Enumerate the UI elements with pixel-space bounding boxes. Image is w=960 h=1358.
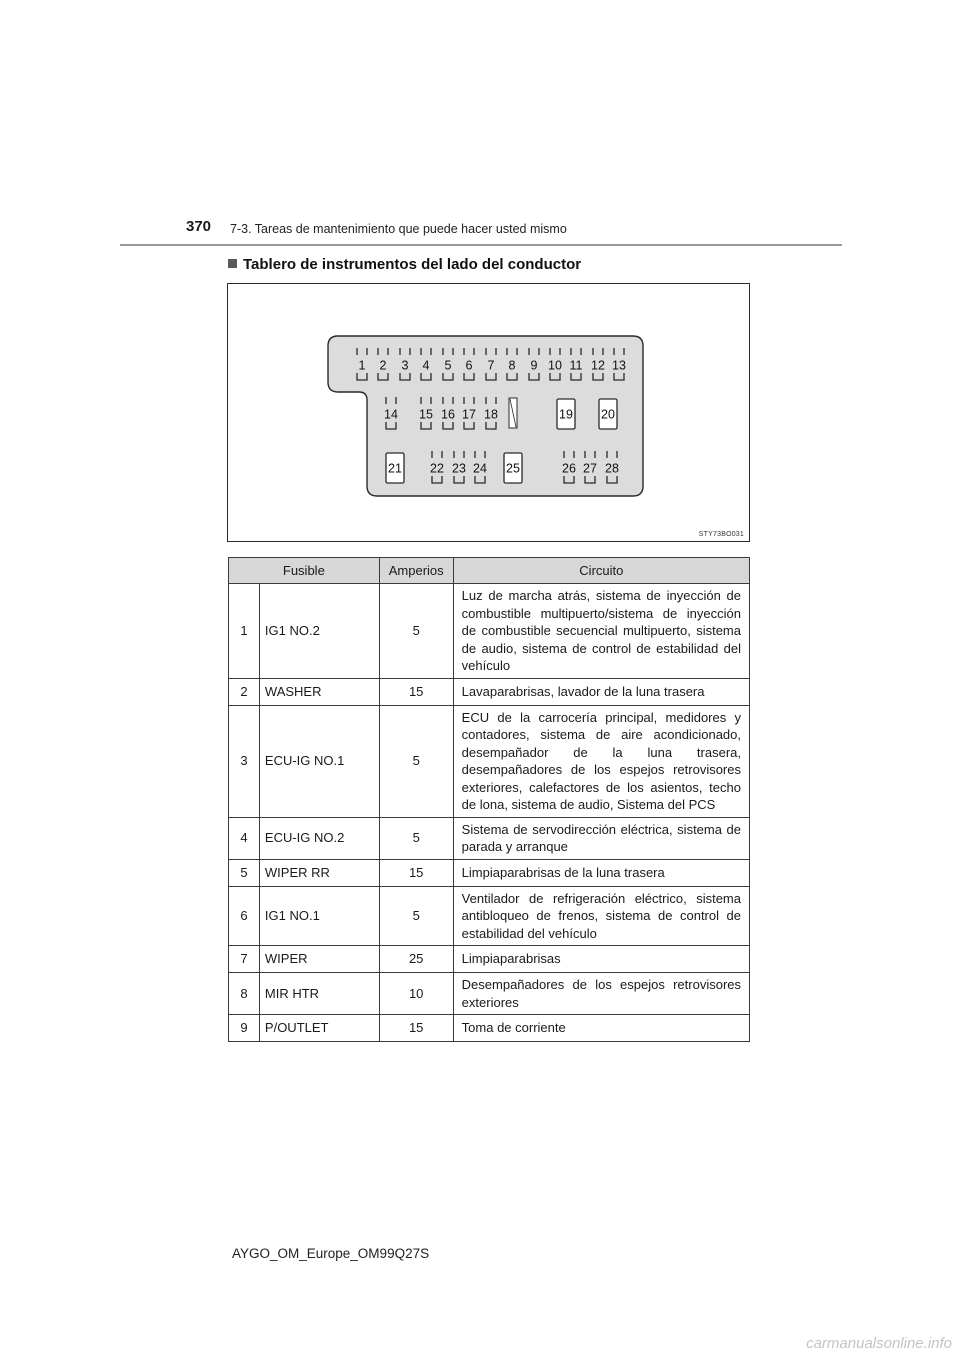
subsection-title [228, 256, 581, 273]
fuse-circuit: Ventilador de refrigeración eléctrico, sistema antibloqueo de frenos, sistema de control de estabilidad del vehículo [453, 886, 749, 946]
fuse-21 [386, 453, 404, 483]
fuse-label: 13 [612, 358, 626, 373]
fuse-25 [504, 453, 522, 483]
fuse-name: WIPER [259, 946, 379, 973]
fuse-table [228, 557, 750, 1042]
fuse-number: 7 [229, 946, 260, 973]
fuse-label: 24 [473, 461, 487, 476]
fuse-20 [599, 399, 617, 429]
watermark: carmanualsonline.info [806, 1335, 952, 1352]
table-row [229, 973, 750, 1015]
table-row [229, 859, 750, 886]
square-bullet-icon [228, 259, 237, 268]
fuse-circuit: Desempañadores de los espejos retrovisores exteriores [453, 973, 749, 1015]
fuse-circuit: Limpiaparabrisas de la luna trasera [453, 859, 749, 886]
fuse-number: 3 [229, 705, 260, 817]
fuse-label: 25 [506, 461, 520, 476]
fuse-label: 14 [384, 407, 398, 422]
fuse-label: 20 [601, 407, 615, 422]
fuse-amps: 15 [379, 859, 453, 886]
fuse-label: 21 [388, 461, 402, 476]
subsection-title-text: Tablero de instrumentos del lado del conductor [243, 256, 582, 273]
fuse-label: 9 [530, 358, 538, 373]
fuse-label: 6 [465, 358, 473, 373]
fuse-label: 22 [430, 461, 444, 476]
fuse-label: 10 [548, 358, 562, 373]
fuse-label: 27 [583, 461, 597, 476]
fuse-label: 26 [562, 461, 576, 476]
fuse-amps: 5 [379, 886, 453, 946]
fuse-name: MIR HTR [259, 973, 379, 1015]
table-row [229, 1015, 750, 1042]
fuse-19 [557, 399, 575, 429]
fuse-label: 1 [358, 358, 366, 373]
table-row [229, 584, 750, 679]
fuse-label: 16 [441, 407, 455, 422]
fuse-number: 5 [229, 859, 260, 886]
table-row [229, 886, 750, 946]
table-row [229, 678, 750, 705]
fuse-label: 4 [422, 358, 430, 373]
section-header: 7-3. Tareas de mantenimiento que puede hacer usted mismo [230, 222, 567, 236]
header-amperios: Amperios [379, 558, 453, 584]
header-divider [120, 244, 842, 246]
fuse-name: WIPER RR [259, 859, 379, 886]
fuse-label: 15 [419, 407, 433, 422]
fuse-label: 5 [444, 358, 452, 373]
header-circuito: Circuito [453, 558, 749, 584]
fuse-label: 23 [452, 461, 466, 476]
fuse-name: ECU-IG NO.1 [259, 705, 379, 817]
fuse-circuit: Limpiaparabrisas [453, 946, 749, 973]
fuse-label: 2 [379, 358, 387, 373]
fuse-label: 19 [559, 407, 573, 422]
fuse-circuit: Sistema de servodirección eléctrica, sistema de parada y arranque [453, 817, 749, 859]
page-number: 370 [186, 218, 212, 235]
fuse-amps: 15 [379, 1015, 453, 1042]
table-row [229, 817, 750, 859]
fuse-number: 2 [229, 678, 260, 705]
fuse-box-diagram [228, 284, 751, 543]
fuse-label: 17 [462, 407, 476, 422]
fuse-amps: 5 [379, 705, 453, 817]
fuse-name: IG1 NO.1 [259, 886, 379, 946]
fuse-circuit: Toma de corriente [453, 1015, 749, 1042]
fuse-circuit: Luz de marcha atrás, sistema de inyección de combustible multipuerto/sistema de inyección de combustible secuencial multipuerto, sistema de audio, sistema de control de estabilidad del vehículo [453, 584, 749, 679]
fuse-label: 7 [487, 358, 495, 373]
fuse-label: 3 [401, 358, 409, 373]
fuse-circuit: ECU de la carrocería principal, medidores y contadores, sistema de aire acondicionado, desempañador de la luna trasera, desempañadores de los espejos retrovisores exteriores, calefactores de los asientos, techo de lona, sistema de audio, Sistema del PCS [453, 705, 749, 817]
fuse-amps: 25 [379, 946, 453, 973]
fuse-label: 8 [508, 358, 516, 373]
table-header-row [229, 558, 750, 584]
header-fusible: Fusible [229, 558, 380, 584]
fuse-number: 8 [229, 973, 260, 1015]
fuse-name: WASHER [259, 678, 379, 705]
fuse-number: 9 [229, 1015, 260, 1042]
fuse-amps: 5 [379, 584, 453, 679]
fuse-number: 6 [229, 886, 260, 946]
fuse-amps: 15 [379, 678, 453, 705]
fuse-circuit: Lavaparabrisas, lavador de la luna trasera [453, 678, 749, 705]
document-code: AYGO_OM_Europe_OM99Q27S [232, 1246, 430, 1261]
fuse-name: IG1 NO.2 [259, 584, 379, 679]
fuse-amps: 10 [379, 973, 453, 1015]
fuse-number: 4 [229, 817, 260, 859]
fuse-name: ECU-IG NO.2 [259, 817, 379, 859]
fuse-box-figure [227, 283, 750, 542]
fuse-amps: 5 [379, 817, 453, 859]
fuse-label: 12 [591, 358, 605, 373]
fuse-name: P/OUTLET [259, 1015, 379, 1042]
fuse-label: 18 [484, 407, 498, 422]
figure-code: STY73BO031 [698, 531, 744, 538]
table-row [229, 946, 750, 973]
fuse-label: 11 [569, 358, 583, 373]
fuse-number: 1 [229, 584, 260, 679]
fuse-label: 28 [605, 461, 619, 476]
table-row [229, 705, 750, 817]
